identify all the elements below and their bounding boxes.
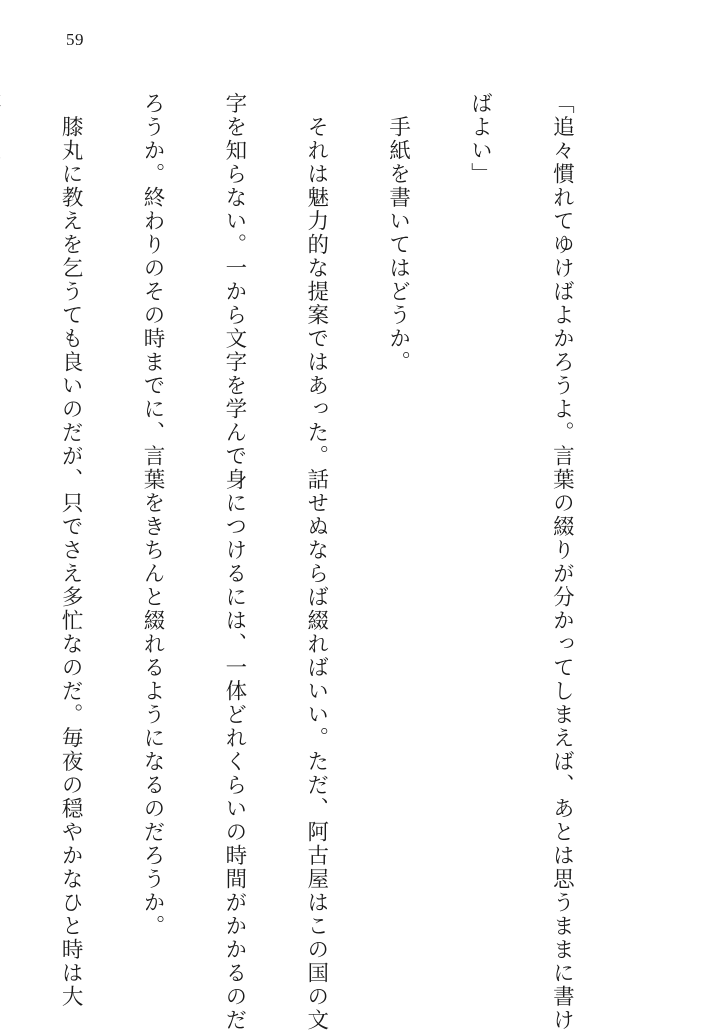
text-line: 手紙を書いてはどうか。 (385, 92, 411, 374)
text-line: ばよい」 (467, 92, 493, 186)
body-text (58, 92, 630, 1032)
text-line: 「追々慣れてゆけばよかろうよ。言葉の綴りが分かってしまえば、あとは思うままに書け (549, 92, 575, 1032)
text-line: 膝丸に教えを乞うても良いのだが、只でさえ多忙なのだ。毎夜の穏やかなひと時は大 (58, 92, 84, 1009)
text-line: それは魅力的な提案ではあった。話せぬならば綴ればいい。ただ、阿古屋はこの国の文 (303, 92, 329, 1032)
text-line (0, 92, 2, 972)
page-number: 59 (66, 30, 84, 49)
text-line: ろうか。終わりのその時までに、言葉をきちんと綴れるようになるのだろうか。 (139, 92, 165, 938)
text-line: 字を知らない。一から文字を学んで身につけるには、一体どれくらいの時間がかかるのだ (221, 92, 247, 1032)
